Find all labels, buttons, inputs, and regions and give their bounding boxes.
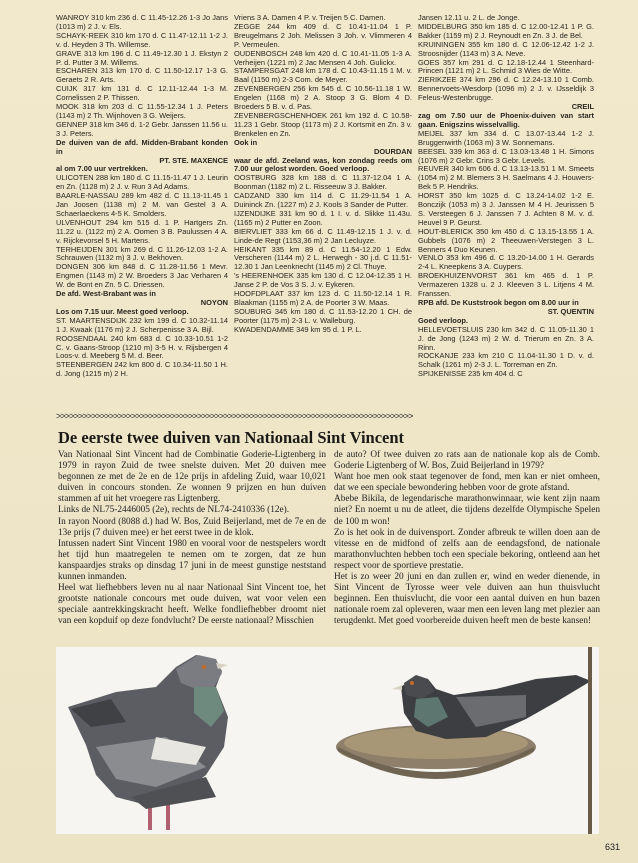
article-paragraph: Intussen nadert Sint Vincent 1980 en vooral voor de nestspelers wordt het tijd hun maatregelen te nemen om te zorgen, dat ze hun kanspaardjes straks op dinsdag 17 juni in de meest gunstige neststand kunnen inmanden.: [58, 538, 326, 583]
result-paragraph: GOES 357 km 291 d. C 12.18-12.44 1 Steenhard-Princen (1121 m) 2 L. Schmid 3 Wies de Witte.: [418, 57, 594, 76]
article-column-left: [58, 450, 326, 628]
result-paragraph: ZEVENBERGEN 256 km 545 d. C 10.56-11.18 1 W. Engelen (1168 m) 2 A. Stoop 3 G. Blom 4 D. Broeders 5 B. v. d. Pas.: [234, 84, 412, 112]
result-paragraph: WANROY 310 km 236 d. C 11.45-12.26 1-3 Jo Jans (1013 m) 2 J. v. Els.: [56, 13, 228, 31]
section-heading: NOYON: [200, 298, 228, 307]
section-heading: DOURDAN: [373, 146, 412, 156]
result-paragraph: GENNEP 318 km 346 d. 1-2 Gebr. Janssen 11.56 u. 3 J. Peters.: [56, 119, 228, 138]
article-headline: De eerste twee duiven van Nationaal Sint Vincent: [58, 428, 405, 447]
result-paragraph: GRAVE 313 km 196 d. C 11.49-12.30 1 J. Ekstyn 2 P. d. Putter 3 M. Willems.: [56, 48, 228, 67]
page-number: 631: [605, 842, 621, 852]
result-paragraph: ULICOTEN 288 km 180 d. C 11.15-11.47 1 J. Leurin en Zn. (1128 m) 2 J. v. Run 3 Ad Adams.: [56, 173, 228, 192]
section-heading: zag om 7.50 uur de Phoenix-duiven van start gaan. Enigszins wisselvallig.: [418, 110, 594, 129]
wooden-stick: [588, 647, 592, 834]
results-column-2: [234, 14, 412, 335]
result-paragraph: BIERVLIET 333 km 66 d. C 11.49-12.15 1 J. v. d. Linde-de Regt (1153,36 m) 2 Jan Lecluyze.: [234, 226, 412, 245]
result-paragraph: CUIJK 317 km 131 d. C 12.11-12.44 1-3 M. Cornelissen 2 P. Thissen.: [56, 84, 228, 103]
border-pattern: >>>>>>>>>>>>>>>>>>>>>>>>>>>>>>>>>>>>>>>>>>>>>>>>>>>>>>>>>>>>>>>>>>>>>>>>>>>>>>>>>: [56, 413, 413, 421]
result-paragraph: STEENBERGEN 242 km 800 d. C 10.34-11.50 1 H. d. Jong (1215 m) 2 H.: [56, 360, 228, 379]
results-column-1: [56, 14, 228, 379]
result-paragraph: ROCKANJE 233 km 210 C 11.04-11.30 1 D. v. d. Schalk (1261 m) 2-3 J. L. Torreman en Zn.: [418, 351, 594, 370]
result-paragraph: REUVER 340 km 606 d. C 13.13-13.51 1 M. Smeets (1054 m) 2 M. Blemers 3 H. Saelmans 4 J. Houwers-Bek 5 P. Hendriks.: [418, 164, 594, 192]
result-paragraph: SPIJKENISSE 235 km 404 d. C: [418, 369, 523, 379]
result-paragraph: MEIJEL 337 km 334 d. C 13.07-13.44 1-2 J. Bruggenwirth (1063 m) 3 W. Sonnemans.: [418, 128, 594, 147]
result-paragraph: HOOFDPLAAT 337 km 123 d. C 11.50-12.14 1 R. Blaakman (1155 m) 2 A. de Poorter 3 W. Maas.: [234, 289, 412, 307]
result-paragraph: SCHAYK-REEK 310 km 170 d. C 11.47-12.11 1-2 J. v. d. Heyden 3 Th. Willemse.: [56, 30, 228, 49]
article-paragraph: Links de NL75-2446005 (2e), rechts de NL74-2410336 (12e).: [58, 505, 290, 516]
result-paragraph: DONGEN 306 km 848 d. C 11.28-11.56 1 Mevr. Engmen (1143 m) 2 W. Broeders 3 Jac Verharen 4 W. de Bont en Zn. 5 C. Driessen.: [56, 262, 228, 290]
section-heading: PT. STE. MAXENCE: [159, 155, 228, 165]
result-paragraph: KWADENDAMME 349 km 95 d. 1 P. L.: [234, 324, 362, 334]
result-paragraph: Jansen 12.11 u. 2 L. de Jonge.: [418, 13, 520, 22]
article-paragraph: Abebe Bikila, de legendarische marathonwinnaar, wie kent zijn naam niet? En noemt u nu de atleet, die tijdens dezelfde Olympische Spelen de 100 m won!: [334, 494, 600, 527]
article-column-right: [334, 450, 600, 628]
result-paragraph: SOUBURG 345 km 180 d. C 11.53-12.20 1 CH. de Poorter (1175 m) 2-3 L. v. Walleburg.: [234, 306, 412, 325]
result-paragraph: ZEVENBERGSCHENHOEK 261 km 192 d. C 10.58-11.23 1 Gebr. Stoop (1173 m) 2 J. Kortsmit en Zn. 3 v. Brenkelen en Zn.: [234, 110, 412, 138]
section-heading: Ook in: [234, 137, 258, 147]
article-paragraph: In rayon Noord (8088 d.) had W. Bos, Zuid Beijerland, met de 7e en de 13e prijs (7 duiven mee) er het eerst twee in de klok.: [58, 516, 326, 538]
pigeons-photo: [56, 647, 599, 834]
article-paragraph: Want hoe men ook staat tegenover de fond, men kan er niet omheen, dat we een speciale bewondering hebben voor de grote afstand.: [334, 472, 600, 494]
section-heading: De duiven van de afd. Midden-Brabant konden in: [56, 137, 228, 156]
result-paragraph: VENLO 353 km 496 d. C 13.20-14.00 1 H. Gerards 2-4 L. Kneepkens 3 A. Cuypers.: [418, 253, 594, 272]
section-heading: Goed verloop.: [418, 315, 469, 325]
result-paragraph: OUDENBOSCH 248 km 420 d. C 10.41-11.05 1-3 A. Verheijen (1221 m) 2 Jac Mensen 4 Joh. Gulickx.: [234, 48, 412, 67]
result-paragraph: HOUT-BLERICK 350 km 450 d. C 13.15-13.55 1 A. Gubbels (1076 m) 2 Theeuwen-Verstegen 3 L. Benners 4 Duo Keunen.: [418, 226, 594, 254]
pigeons-illustration: [56, 647, 599, 834]
result-paragraph: ST. MAARTENSDIJK 232 km 199 d. C 10.32-11.14 1 J. Kwaak (1176 m) 2 J. Scherpenisse 3 A. Bijl.: [56, 315, 228, 334]
article-paragraph: Heel wat liefhebbers leven nu al naar Nationaal Sint Vincent toe, het grootste nationale concours met oude duiven, wat voor velen een speciale aantrekkingskracht heeft. Welke fondliefhebber droomt niet van een kopduif op deze fondvlucht? De eerste nationaal? Misschien: [58, 583, 326, 627]
result-paragraph: MOOK 318 km 203 d. C 11.55-12.34 1 J. Peters (1143 m) 2 Th. Wijnhoven 3 G. Weijers.: [56, 102, 228, 120]
article-paragraph: Van Nationaal Sint Vincent had de Combinatie Goderie-Ligtenberg in 1979 in rayon Zuid de twee snelste duiven. Met 20 duiven mee begonnen ze met de 2e en de 12e prijs in afdeling Zuid, waar 10,021 duiven in concours stonden. Ze wonnen 9 prijzen en hun duiven stammen af uit het vroegere ras Ligtenberg.: [58, 450, 326, 505]
section-heading: Los om 7.15 uur. Meest goed verloop.: [56, 306, 189, 316]
article-paragraph: Zo is het ook in de duivensport. Zonder afbreuk te willen doen aan de vitesse en de midfond of zelfs aan de eendagsfond, de nationale marathonvluchten hebben toch een speciale bekoring, ontleend aan het respect voor de sportieve prestatie.: [334, 527, 600, 571]
section-heading: al om 7.00 uur vertrekken.: [56, 164, 148, 174]
article-paragraph: de auto? Of twee duiven zo rats aan de nationale kop als de Comb. Goderie Ligtenberg of W. Bos, Zuid Beijerland in 1979?: [334, 450, 600, 472]
result-paragraph: KRUININGEN 355 km 180 d. C 12.06-12.42 1-2 J. Stroosnijder (1143 m) 3 A. Neve.: [418, 39, 594, 58]
result-paragraph: ESCHAREN 313 km 170 d. C 11.50-12.17 1-3 G. Geraets 2 R. Arts.: [56, 66, 228, 85]
result-paragraph: ROOSENDAAL 240 km 683 d. C 10.33-10.51 1-2 C. v. Gaans-Stroop (1210 m) 3-5 H. v. Rijsbergen 4 Loos-v. d. Meeberg 5 M. d. Beer.: [56, 333, 228, 361]
article-paragraph: Het is zo weer 20 juni en dan zullen er, wind en weder dienende, in Sint Vincent de Tyrosse weer vele duiven aan hun thuisvlucht beginnen. Een thuisvlucht, die voor een aantal duiven en hun bazen nationale roem zal opleveren, waar men een leven lang met plezier aan terugdenkt. Met goed voorbereide duiven heeft men de beste kansen!: [334, 572, 600, 627]
result-paragraph: OOSTBURG 328 km 188 d. C 11.37-12.04 1 A. Boonman (1182 m) 2 L. Risseeuw 3 J. Bakker.: [234, 173, 412, 192]
result-paragraph: HORST 350 km 1025 d. C 13.24-14.02 1-2 E. Bonczijk (1053 m) 3 J. Janssen M 4 H. Jeurissen 5 S. Versteegen 6 J. Janssen 7 J. Achten 8 M. v. d. Heuvel 9 P. Geurst.: [418, 191, 594, 227]
result-paragraph: HEIKANT 335 km 89 d. C 11.54-12.20 1 Edw. Verscheren (1144 m) 2 L. Herwegh - 30 j.d. C 11.51-12.30 1 Jan Leenknecht (1145 m) 2 Cl. Thuye.: [234, 244, 412, 272]
result-paragraph: 's HEERENHOEK 335 km 130 d. C 12.04-12.35 1 H. Janse 2 P. de Vos 3 S. J. v. Eykeren.: [234, 271, 412, 290]
section-heading: CREIL: [571, 102, 594, 112]
section-heading: RPB afd. De Kuststrook begon om 8.00 uur in: [418, 298, 579, 307]
result-paragraph: BEESEL 339 km 363 d. C 13.03-13.48 1 H. Simons (1076 m) 2 Gebr. Crins 3 Gebr. Levels.: [418, 146, 594, 165]
result-paragraph: ULVENHOUT 294 km 515 d. 1 P. Hartgers Zn. 11.22 u. (1122 m) 2 A. Oomen 3 B. Paulussen 4 A. v. Rijckevorsel 5 H. Martens.: [56, 217, 228, 245]
decorative-border: [56, 413, 596, 421]
result-paragraph: CADZAND 330 km 114 d. C 11.29-11.54 1 A. Duininck Zn. (1227 m) 2 J. Kools 3 Sander de Putter.: [234, 191, 412, 210]
result-paragraph: ZIERIKZEE 374 km 296 d. C 12.24-13.10 1 Comb. Bennervoets-Wesdorp (1096 m) 2 J. v. IJsseldijk 3 Feleus-Westenbrugge.: [418, 75, 594, 103]
result-paragraph: BROEKHUIZENVORST 361 km 465 d. 1 P. Vermazeren 1328 u. 2 J. Kleeven 3 L. Litjens 4 M. Franssen.: [418, 271, 594, 299]
result-paragraph: Vriens 3 A. Damen 4 P. v. Treijen 5 C. Damen.: [234, 13, 386, 22]
result-paragraph: IJZENDIJKE 331 km 90 d. 1 I. v. d. Slikke 11.43u. (1165 m) 2 Putter en Zoon.: [234, 208, 412, 227]
section-heading: De afd. West-Brabant was in: [56, 289, 156, 299]
section-heading: ST. QUENTIN: [547, 306, 594, 316]
result-paragraph: STAMPERSGAT 248 km 178 d. C 10.43-11.15 1 M. v. Baal (1150 m) 2-3 Com. de Meyer.: [234, 66, 412, 85]
result-paragraph: ZEGGE 244 km 409 d. C 10.41-11.04 1 P. Breugelmans 2 Joh. Melissen 3 Joh. v. Vlimmeren 4 P. Vermeulen.: [234, 21, 412, 49]
section-heading: waar de afd. Zeeland was, kon zondag reeds om 7.00 uur gelost worden. Goed verloop.: [234, 155, 412, 174]
result-paragraph: HELLEVOETSLUIS 230 km 342 d. C 11.05-11.30 1 J. de Jong (1243 m) 2 W. d. Trierum en Zn. 3 A. Rinn.: [418, 324, 594, 352]
results-column-3: [418, 14, 594, 379]
result-paragraph: TERHEIJDEN 301 km 269 d. C 11.26-12.03 1-2 A. Schrauwen (1132 m) 3 J. v. Bekhoven.: [56, 244, 228, 263]
result-paragraph: MIDDELBURG 350 km 185 d. C 12.00-12.41 1 P. G. Bakker (1159 m) 2 J. Reynoudt en Zn. 3 J. de Bel.: [418, 21, 594, 40]
result-paragraph: BAARLE-NASSAU 289 km 482 d. C 11.13-11.45 1 Jan Joosen (1138 m) 2 M. van Gestel 3 A. Schaerlaeckens 4-5 K. Smolders.: [56, 191, 228, 218]
